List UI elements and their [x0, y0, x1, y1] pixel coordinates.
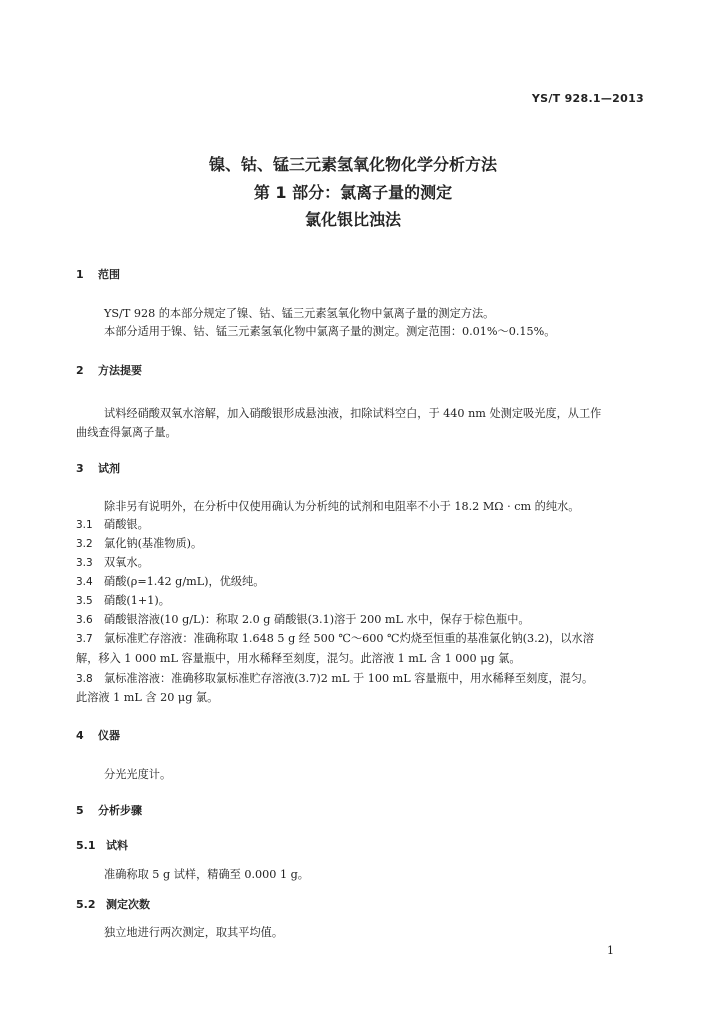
- section-number: 1: [76, 268, 84, 281]
- paragraph: 除非另有说明外，在分析中仅使用确认为分析纯的试剂和电阻率不小于 18.2 MΩ · cm 的纯水。: [104, 500, 580, 513]
- item-number: 3.7: [76, 633, 93, 645]
- subsection-title: 试料: [106, 839, 128, 852]
- item-number: 3.2: [76, 538, 93, 550]
- list-item-continuation: 此溶液 1 mL 含 20 μg 氯。: [76, 691, 219, 704]
- item-text: 氯化钠(基准物质)。: [104, 537, 203, 550]
- item-text: 双氧水。: [104, 556, 149, 569]
- paragraph: 本部分适用于镍、钴、锰三元素氢氧化物中氯离子量的测定。测定范围：0.01%～0.15%。: [104, 325, 556, 338]
- paragraph-continuation: 曲线查得氯离子量。: [76, 426, 177, 439]
- item-number: 3.6: [76, 614, 93, 626]
- list-item: [76, 554, 149, 570]
- document-title-line2: 第 1 部分：氯离子量的测定: [253, 183, 453, 202]
- list-item-continuation: 解，移入 1 000 mL 容量瓶中，用水稀释至刻度，混匀。此溶液 1 mL 含 1 000 μg 氯。: [76, 652, 521, 665]
- item-number: 3.4: [76, 576, 93, 588]
- section-title: 仪器: [98, 729, 120, 742]
- paragraph: 分光光度计。: [104, 768, 172, 781]
- subsection-5-2-heading: [76, 896, 150, 912]
- section-title: 方法提要: [98, 364, 142, 377]
- item-text: 硝酸银溶液(10 g/L)：称取 2.0 g 硝酸银(3.1)溶于 200 mL 水中，保存于棕色瓶中。: [104, 613, 530, 626]
- list-item: [76, 670, 593, 686]
- document-title-line3: 氯化银比浊法: [304, 210, 401, 229]
- paragraph: 独立地进行两次测定，取其平均值。: [104, 926, 284, 939]
- list-item: [76, 516, 149, 532]
- list-item: [76, 573, 264, 589]
- list-item: [76, 535, 202, 551]
- section-1-heading: [76, 266, 120, 282]
- item-text: 硝酸(1+1)。: [104, 594, 170, 607]
- section-3-heading: [76, 460, 120, 476]
- section-number: 4: [76, 729, 84, 742]
- paragraph: YS/T 928 的本部分规定了镍、钴、锰三元素氢氧化物中氯离子量的测定方法。: [104, 307, 495, 320]
- section-number: 3: [76, 462, 84, 475]
- section-title: 分析步骤: [98, 804, 142, 817]
- item-number: 3.8: [76, 673, 93, 685]
- list-item: [76, 630, 594, 646]
- subsection-5-1-heading: [76, 837, 128, 853]
- list-item: [76, 611, 530, 627]
- section-4-heading: [76, 727, 120, 743]
- item-number: 3.3: [76, 557, 93, 569]
- section-5-heading: [76, 802, 142, 818]
- item-number: 3.1: [76, 519, 93, 531]
- subsection-number: 5.2: [76, 898, 96, 911]
- item-text: 氯标准溶液：准确移取氯标准贮存溶液(3.7)2 mL 于 100 mL 容量瓶中，用水稀释至刻度，混匀。: [104, 672, 594, 685]
- document-title-line1: 镍、钴、锰三元素氢氧化物化学分析方法: [208, 155, 497, 174]
- paragraph: 试料经硝酸双氧水溶解，加入硝酸银形成悬浊液，扣除试料空白，于 440 nm 处测定吸光度，从工作: [104, 407, 602, 420]
- item-text: 硝酸银。: [104, 518, 149, 531]
- standard-code: YS/T 928.1—2013: [531, 92, 644, 105]
- section-number: 5: [76, 804, 84, 817]
- item-text: 氯标准贮存溶液：准确称取 1.648 5 g 经 500 ℃～600 ℃灼烧至恒重的基准氯化钠(3.2)，以水溶: [104, 632, 594, 645]
- item-number: 3.5: [76, 595, 93, 607]
- subsection-title: 测定次数: [106, 898, 150, 911]
- page-number: 1: [607, 944, 614, 957]
- section-title: 范围: [98, 268, 120, 281]
- section-2-heading: [76, 362, 142, 378]
- list-item: [76, 592, 170, 608]
- item-text: 硝酸(ρ=1.42 g/mL)，优级纯。: [104, 575, 265, 588]
- section-number: 2: [76, 364, 84, 377]
- section-title: 试剂: [98, 462, 120, 475]
- paragraph: 准确称取 5 g 试样，精确至 0.000 1 g。: [104, 868, 309, 881]
- subsection-number: 5.1: [76, 839, 96, 852]
